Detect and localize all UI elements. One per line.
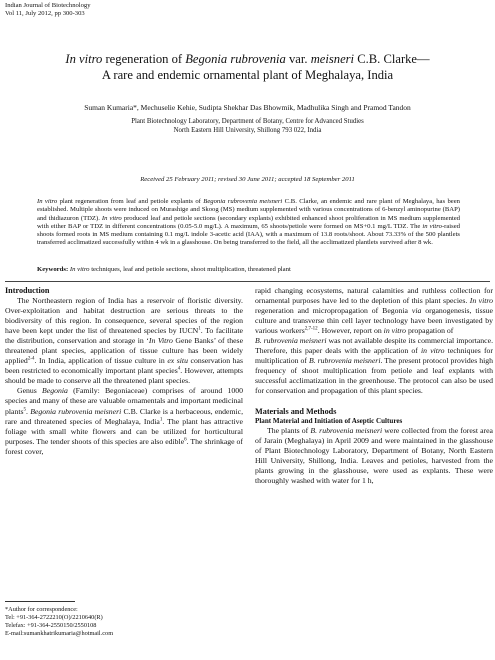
journal-volume: Vol 11, July 2012, pp 300-303 <box>5 10 85 18</box>
intro-paragraph-2-cont <box>255 286 493 336</box>
italic-text: In vitro <box>469 296 493 306</box>
journal-name: Indian Journal of Biotechnology <box>5 2 91 9</box>
text: . The shrinkage of forest cover, <box>5 436 243 456</box>
text: The Northeastern region of India has a reservoir of floristic diversity. Over-exploitation and habitat destruction are serious threats to the biodiversity of this region. In consequence, several species of the region have been kept under the list of threatened species by IUCN <box>5 296 243 336</box>
italic-text: B. rubrovenia meisneri <box>308 356 381 366</box>
text: was not available despite its commercial importance. Therefore, this paper deals with the application of <box>255 336 494 356</box>
text: . However, report on <box>317 326 384 336</box>
text: . The plant has attractive foliage with small white flowers and can be utilized for horticultural purposes. The tender shoots of this species are also edible <box>5 416 243 446</box>
intro-paragraph-2 <box>5 386 243 456</box>
footnote-line: E-mail:sumankhatrikumaria@hotmail.com <box>5 630 114 638</box>
introduction-heading: Introduction <box>5 286 50 295</box>
text: regeneration and micropropagation of Begonia <box>255 306 412 316</box>
italic-text: in vitro <box>383 326 406 336</box>
abstract-text: produced leaf and petiole sections (secondary explants) exhibited enhanced shoot proliferation in MS medium supplemented with either BAP or TDZ in different concentrations (0.05-5.0 mg/L). A maximum, 65 shoots/petiole were formed on MS+0.1 mg/L TDZ. The <box>37 214 460 230</box>
italic-text: Begonia <box>42 386 68 396</box>
text: rapid changing ecosystems, natural calamities and ruthless collection for ornamental purposes have led to the depletion of this plant species. <box>255 286 493 306</box>
citation: 1 <box>159 416 163 422</box>
title-species: Begonia rubrovenia <box>185 52 286 66</box>
italic-text: B. rubrovenia meisneri <box>255 336 327 346</box>
abstract <box>37 198 460 248</box>
correspondence-footnote <box>5 606 245 638</box>
citation: 2-4 <box>27 356 35 362</box>
footnote-line: Telefax: +91-364-2550150/2550108 <box>5 622 97 630</box>
text: organogenesis, tissue culture and transverse thin cell layer technology have been investigated by various workers <box>255 306 494 336</box>
intro-paragraph-3 <box>255 336 493 396</box>
title-variety: meisneri <box>310 52 355 66</box>
affiliation-line-2: North Eastern Hill University, Shillong 793 022, India <box>173 126 322 134</box>
received-dates: Received 25 February 2011; revised 30 June 2011; accepted 18 September 2011 <box>140 176 355 183</box>
text: . <box>26 406 31 416</box>
italic-text: In Vitro <box>148 336 173 346</box>
text: . The present protocol provides high frequency of shoot multiplication from petiole and leaf explants with successful acclimatization in the greenhouse. The protocol can also be used for conservation and propagation of this plant species. <box>255 356 494 396</box>
abstract-species: Begonia rubrovenia meisneri <box>203 198 283 205</box>
text: were collected from the forest area of Jarain (Meghalaya) in April 2009 and were maintained in the glasshouse of Plant Biotechnology Laboratory, Department of Botany, North Eastern Hill University, Shillong, India. Leaves and petioles, harvested from the plants growing in the glasshouse, were used as explants. These were thoroughly washed with water for 1 h, <box>255 425 493 485</box>
keywords-label: Keywords: <box>37 266 69 273</box>
text: Genus <box>17 386 43 396</box>
abstract-text: -raised shoots formed roots in MS medium containing 0.1 mg/L indole 3-acetic acid (IAA), with a maximum of 13.8 roots/shoot. About 73.33% of the 500 plantlets transferred acclimatized successfully within 4 wk in a glasshouse. On being transferred to the field, all the acclimatized plantlets survived after 8 wk. <box>37 222 461 247</box>
citation: 1 <box>198 326 201 332</box>
footnote-divider <box>5 601 75 602</box>
citation: 2,7-12 <box>304 326 318 332</box>
footnote-line: *Author for correspondence: <box>5 606 78 613</box>
italic-text: in vitro <box>421 346 445 356</box>
text: techniques for multiplication of <box>255 346 493 366</box>
citation: 6 <box>184 437 187 443</box>
text: conservation has been restricted to economically important plant species <box>5 356 243 376</box>
intro-paragraph-1 <box>5 296 243 386</box>
abstract-italic: in vitro <box>422 222 442 230</box>
italic-text: via <box>411 306 422 316</box>
text: C.B. Clarke is a herbaceous, endemic, rare and threatened species of Meghalaya, India <box>5 406 244 426</box>
title-line-2: A rare and endemic ornamental plant of Meghalaya, India <box>101 67 394 82</box>
right-column <box>255 286 493 486</box>
journal-header <box>5 2 91 19</box>
text: Gene Banks’ of these threatened plant species, application of tissue culture has been widely applied <box>5 336 244 366</box>
methods-subheading: Plant Material and Initiation of Aseptic Cultures <box>255 416 403 425</box>
methods-paragraph-1 <box>255 426 493 486</box>
italic-text: ex situ <box>167 356 188 366</box>
title-text-var: var. <box>285 52 311 66</box>
abstract-text: plant regeneration from leaf and petiole explants of <box>57 198 204 205</box>
title-italic-lead: In vitro <box>65 52 103 66</box>
keyword-italic: In vitro <box>68 266 90 273</box>
title-text: regeneration of <box>102 52 186 66</box>
affiliation-line-1: Plant Biotechnology Laboratory, Department of Botany, Centre for Advanced Studies <box>131 118 364 125</box>
text: propagation of <box>406 326 454 336</box>
citation: 5 <box>23 406 27 412</box>
keywords <box>37 266 460 273</box>
text: The plants of <box>267 425 311 435</box>
abstract-text: C.B. Clarke, an endemic and rare plant of Meghalaya, has been established. Multiple shoots were induced on Murashige and Skoog (MS) medium supplemented with various concentrations of 6-benzyl aminopurine (BAP) and thidiazuron (TDZ). <box>37 198 461 222</box>
text: . However, attempts should be made to conserve all the threatened plant species. <box>5 366 243 386</box>
title-line-1 <box>0 52 495 68</box>
footnote-line: Tel: +91-364-2722210(O)/2210640(R) <box>5 614 103 622</box>
paper-title <box>0 52 495 83</box>
spacer <box>255 397 493 407</box>
italic-text: Begonia rubrovenia meisneri <box>30 406 122 416</box>
author-list: Suman Kumaria*, Mechuselie Kehie, Sudipta Shekhar Das Bhowmik, Madhulika Singh and Pramod Tandon <box>84 103 411 112</box>
abstract-italic: In vitro <box>37 198 58 205</box>
methods-heading: Materials and Methods <box>255 406 337 416</box>
abstract-italic: In vitro <box>101 214 122 222</box>
text: (Family: Begoniaceae) comprises of around 1000 species and many of these are valuable ornamentals and important medicinal plants <box>5 386 244 416</box>
text: . In India, application of tissue culture in <box>34 356 168 366</box>
title-text-end: C.B. Clarke— <box>354 52 430 66</box>
keywords-text: techniques, leaf and petiole sections, shoot multiplication, threatened plant <box>89 266 291 273</box>
citation: 4 <box>177 366 181 372</box>
left-column <box>5 286 243 457</box>
section-divider <box>5 281 490 282</box>
text: . To facilitate the distribution, conservation and storage in ‘ <box>5 326 243 346</box>
affiliation <box>0 118 495 135</box>
italic-text: B. rubrovenia meisneri <box>310 425 383 435</box>
